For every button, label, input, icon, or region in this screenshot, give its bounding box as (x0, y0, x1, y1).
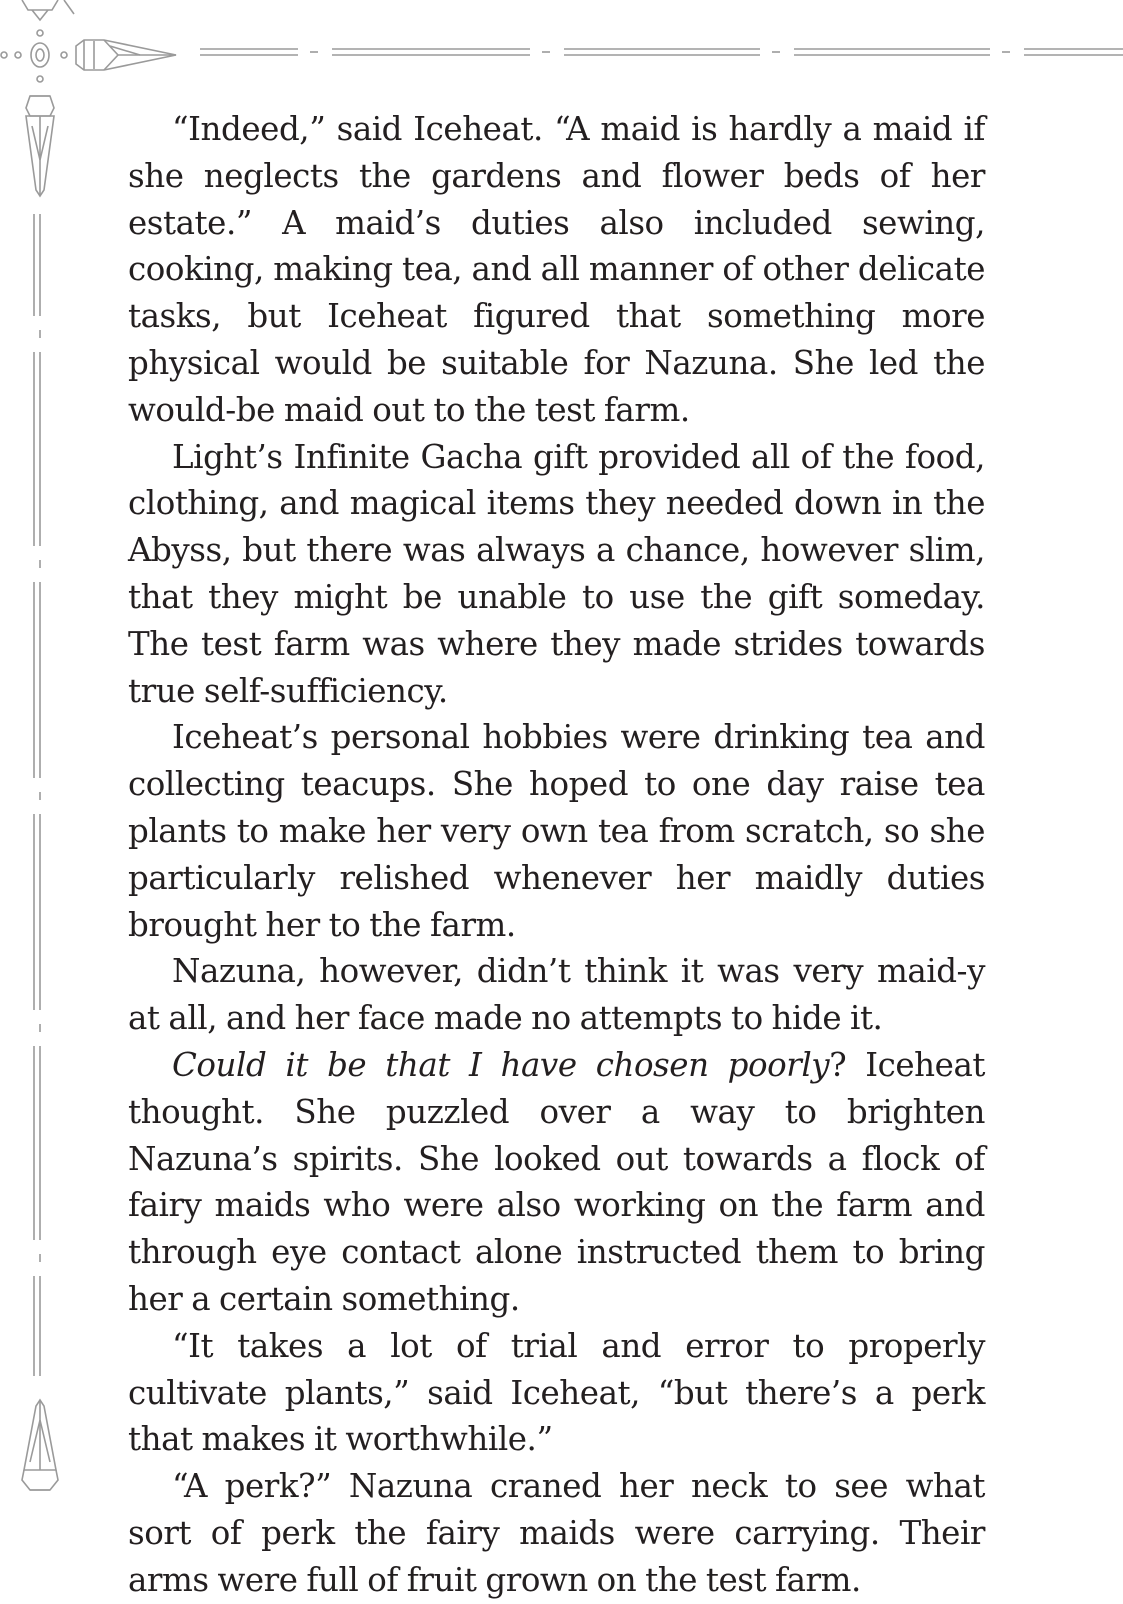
left-border-rule (34, 214, 40, 1376)
paragraph (128, 714, 985, 948)
paragraph (128, 434, 985, 715)
paragraph (128, 106, 985, 434)
paragraph-text: Iceheat’s personal hobbies were drinking tea and collecting teacups. She hoped to one day raise tea plants to make her very own tea from scratch, so she particularly relished whenever her maidly duties brought her to the farm. (128, 718, 985, 944)
paragraph (128, 1463, 985, 1603)
paragraph (128, 948, 985, 1042)
paragraph-text: ? Iceheat thought. She puzzled over a way to brighten Nazuna’s spirits. She looked out towards a flock of fairy maids who were also working on the farm and through eye contact alone instructed them to bring her a certain something. (128, 1045, 985, 1318)
paragraph-text: “Indeed,” said Iceheat. “A maid is hardly a maid if she neglects the gardens and flower beds of her estate.” A maid’s duties also included sewing, cooking, making tea, and all manner of other delicate tasks, but Iceheat figured that something more physical would be suitable for Nazuna. She led the would-be maid out to the test farm. (128, 110, 985, 429)
bottom-crystal-ornament (22, 1400, 58, 1490)
paragraph (128, 1042, 985, 1323)
paragraph-text: “A perk?” Nazuna craned her neck to see what sort of perk the fairy maids were carrying. Their arms were full of fruit grown on the test farm. (128, 1467, 985, 1599)
body-text (128, 106, 985, 1604)
top-crystal-ornament (26, 96, 54, 196)
italic-thought-text: Could it be that I have chosen poorly (172, 1045, 830, 1084)
corner-jewel-ornament (1, 0, 176, 82)
header-rule (200, 49, 1123, 55)
paragraph-text: Nazuna, however, didn’t think it was very maid-y at all, and her face made no attempts to hide it. (128, 952, 985, 1038)
paragraph-text: Light’s Infinite Gacha gift provided all of the food, clothing, and magical items they needed down in the Abyss, but there was always a chance, however slim, that they might be unable to use the gift someday. The test farm was where they made strides towards true self-sufficiency. (128, 437, 985, 710)
paragraph (128, 1323, 985, 1463)
paragraph-text: “It takes a lot of trial and error to properly cultivate plants,” said Iceheat, “but there’s a perk that makes it worthwhile.” (128, 1326, 985, 1459)
